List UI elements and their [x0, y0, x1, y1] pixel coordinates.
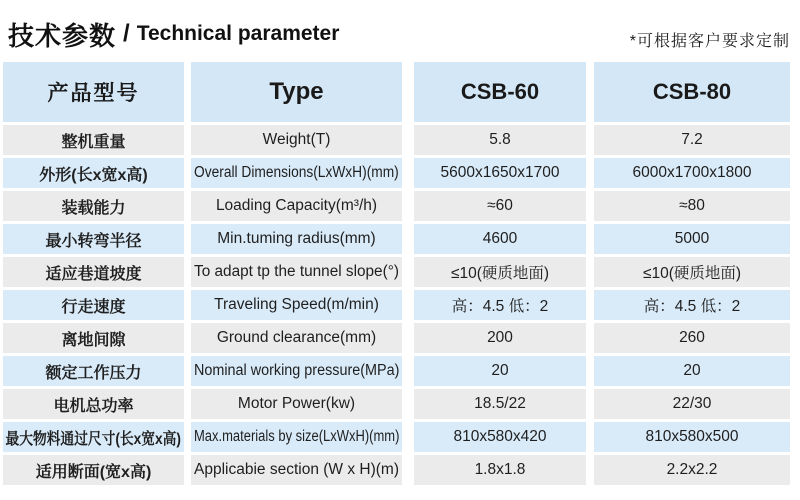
header-csb-60: CSB-60	[414, 62, 586, 122]
table-cell: 行走速度	[3, 290, 184, 320]
table-cell: 装载能力	[3, 191, 184, 221]
table-cell: Ground clearance(mm)	[191, 323, 402, 353]
table-cell: 20	[414, 356, 586, 386]
column-parameter-cn	[3, 62, 184, 485]
table-cell: Loading Capacity(m³/h)	[191, 191, 402, 221]
table-cell: 高：4.5 低：2	[594, 290, 790, 320]
technical-parameter-table	[3, 62, 792, 485]
page-title	[8, 14, 339, 54]
table-cell: 18.5/22	[414, 389, 586, 419]
table-cell: 22/30	[594, 389, 790, 419]
table-cell: ≈80	[594, 191, 790, 221]
table-cell: 6000x1700x1800	[594, 158, 790, 188]
page-title-en: Technical parameter	[136, 22, 340, 45]
table-cell: 1.8x1.8	[414, 455, 586, 485]
table-cell: 高：4.5 低：2	[414, 290, 586, 320]
table-cell: 离地间隙	[3, 323, 184, 353]
table-cell: 电机总功率	[3, 389, 184, 419]
table-cell: Weight(T)	[191, 125, 402, 155]
table-cell: Motor Power(kw)	[191, 389, 402, 419]
page-title-separator: /	[123, 20, 130, 47]
table-cell: 适用断面(宽x高)	[3, 455, 184, 485]
table-cell: 20	[594, 356, 790, 386]
table-cell: Max.materials by size(LxWxH)(mm)	[191, 422, 402, 452]
table-cell: ≤10(硬质地面)	[414, 257, 586, 287]
table-cell: 810x580x420	[414, 422, 586, 452]
table-cell: 4600	[414, 224, 586, 254]
table-cell: 260	[594, 323, 790, 353]
page-title-zh: 技术参数	[8, 20, 117, 51]
header-csb-80: CSB-80	[594, 62, 790, 122]
table-cell: 5.8	[414, 125, 586, 155]
table-cell: 2.2x2.2	[594, 455, 790, 485]
table-cell: 外形(长x宽x高)	[3, 158, 184, 188]
column-csb-80	[594, 62, 790, 485]
table-cell: 最小转弯半径	[3, 224, 184, 254]
table-cell: Overall Dimensions(LxWxH)(mm)	[191, 158, 402, 188]
table-cell: Nominal working pressure(MPa)	[191, 356, 402, 386]
table-cell: Applicabie section (W x H)(m)	[191, 455, 402, 485]
header-product-model: 产品型号	[3, 62, 184, 122]
table-cell: Min.tuming radius(mm)	[191, 224, 402, 254]
table-cell: 200	[414, 323, 586, 353]
table-cell: Traveling Speed(m/min)	[191, 290, 402, 320]
table-cell: ≈60	[414, 191, 586, 221]
table-cell: 810x580x500	[594, 422, 790, 452]
table-cell: ≤10(硬质地面)	[594, 257, 790, 287]
table-cell: 最大物料通过尺寸(长x宽x高)	[3, 422, 184, 452]
column-parameter-en	[191, 62, 402, 485]
header-type: Type	[191, 62, 402, 122]
table-cell: 适应巷道坡度	[3, 257, 184, 287]
column-csb-60	[414, 62, 586, 485]
table-cell: 整机重量	[3, 125, 184, 155]
table-cell: 额定工作压力	[3, 356, 184, 386]
table-cell: To adapt tp the tunnel slope(°)	[191, 257, 402, 287]
table-cell: 7.2	[594, 125, 790, 155]
table-cell: 5000	[594, 224, 790, 254]
customization-note: *可根据客户要求定制	[629, 33, 790, 50]
table-cell: 5600x1650x1700	[414, 158, 586, 188]
